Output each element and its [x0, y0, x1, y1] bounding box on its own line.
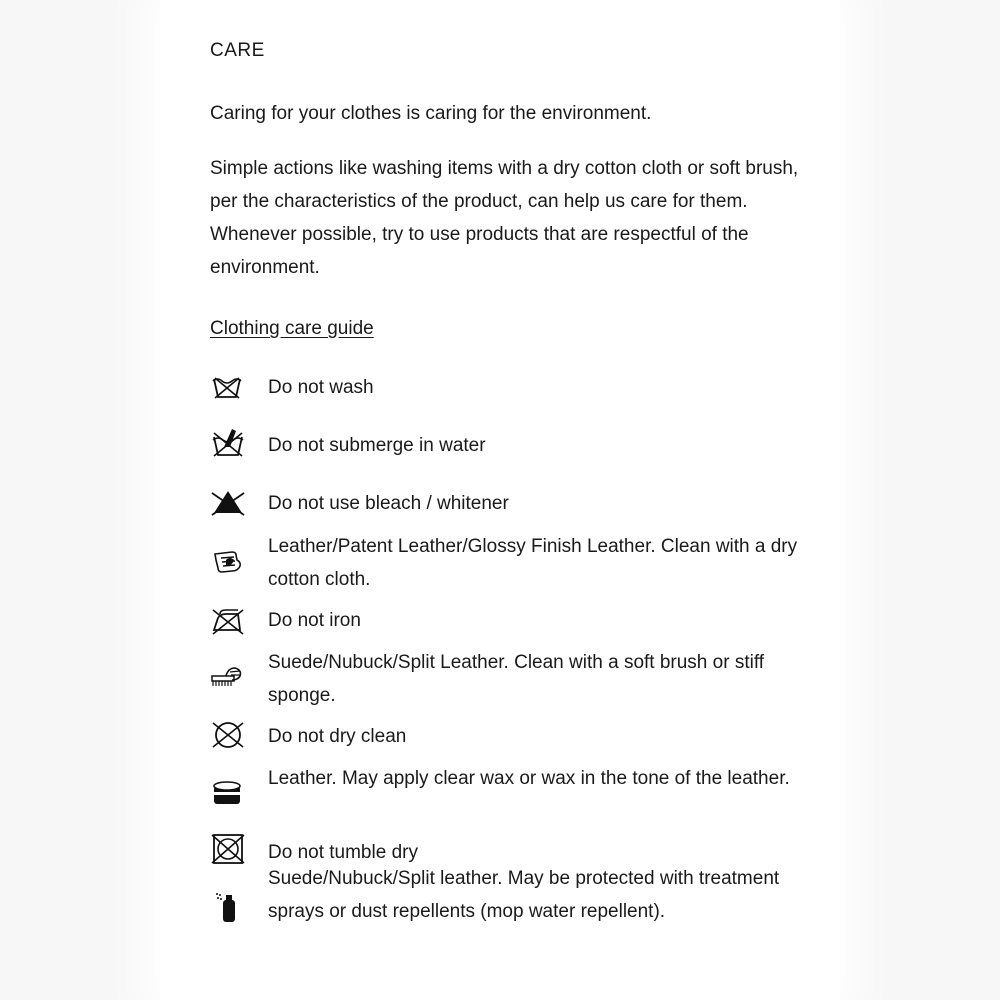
no-bleach-icon	[210, 485, 248, 519]
no-wash-icon	[210, 371, 248, 405]
care-item-label: Do not wash	[268, 377, 374, 398]
care-item-label: Do not tumble dry	[268, 842, 418, 863]
care-item-label: Suede/Nubuck/Split Leather. Clean with a soft brush or stiff sponge.	[268, 652, 765, 706]
care-item-label: Do not submerge in water	[268, 435, 486, 456]
intro-text: Caring for your clothes is caring for the environment.	[210, 103, 652, 124]
no-submerge-icon	[210, 425, 248, 459]
care-item-label: Leather. May apply clear wax or wax in the tone of the leather.	[268, 768, 790, 789]
no-iron-icon	[210, 604, 248, 638]
care-item-label: Do not use bleach / whitener	[268, 493, 509, 514]
page-title: CARE	[210, 40, 265, 61]
clothing-care-guide-link[interactable]: Clothing care guide	[210, 318, 374, 339]
care-item-label: Leather/Patent Leather/Glossy Finish Leather. Clean with a dry cotton cloth.	[268, 536, 798, 590]
body-text: Simple actions like washing items with a dry cotton cloth or soft brush, per the characteristics of the product, can help us care for them. Whenever possible, try to use products that are respectful of the environment.	[210, 158, 799, 278]
care-item-label: Do not iron	[268, 610, 361, 631]
spray-can-icon	[210, 890, 248, 924]
hand-cloth-icon	[210, 544, 248, 578]
wax-tin-icon	[210, 776, 248, 810]
care-item-label: Suede/Nubuck/Split leather. May be protected with treatment sprays or dust repellents (mop water repellent).	[268, 868, 780, 922]
no-tumble-dry-icon	[210, 832, 248, 866]
no-dry-clean-icon	[210, 718, 248, 752]
care-item-label: Do not dry clean	[268, 726, 407, 747]
brush-icon	[210, 660, 248, 694]
